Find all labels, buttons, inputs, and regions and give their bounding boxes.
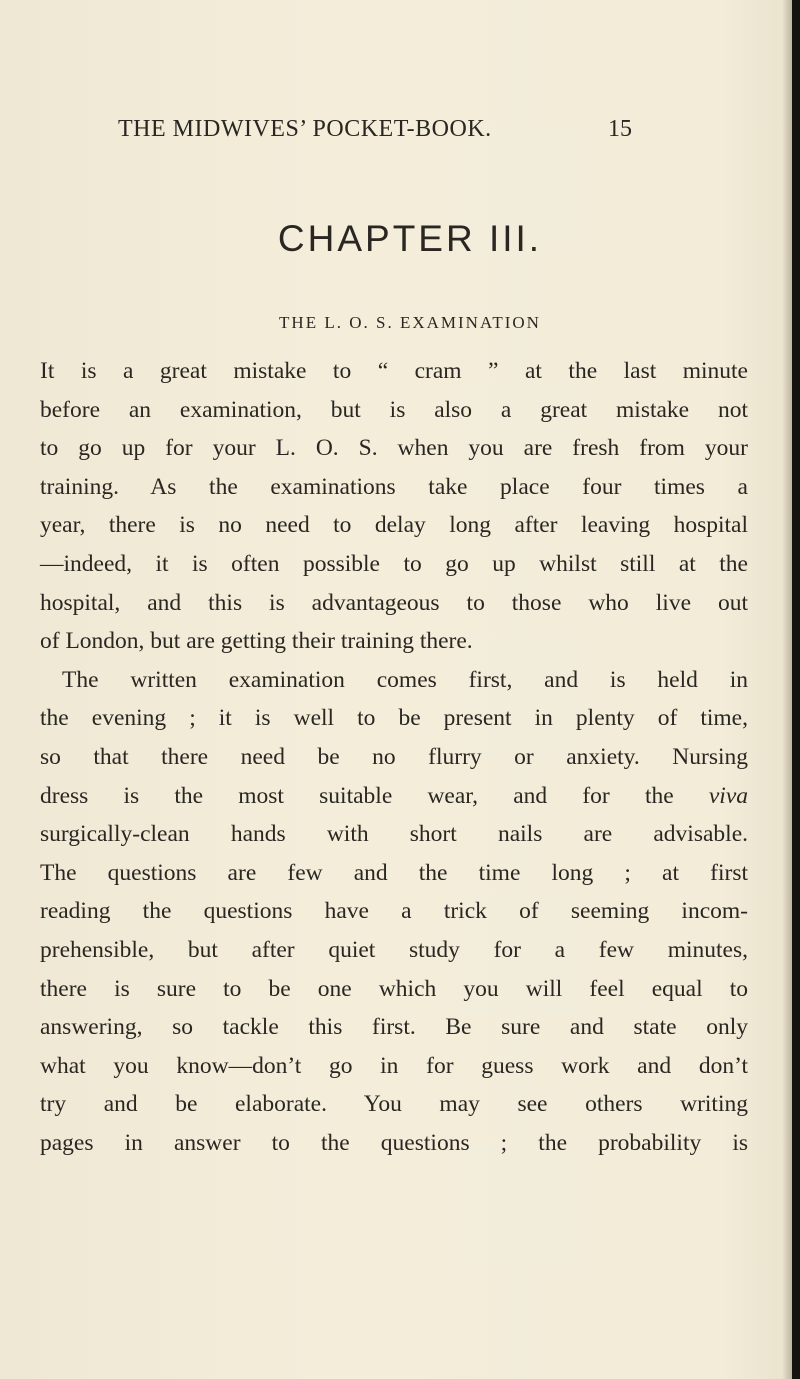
text-line: so that there need be no flurry or anxiety. Nursing	[40, 743, 748, 770]
section-title: THE L. O. S. EXAMINATION	[279, 313, 541, 332]
text-line: The written examination comes first, and is held in	[62, 666, 748, 693]
text-line: to go up for your L. O. S. when you are fresh from your	[40, 435, 748, 462]
page-number: 15	[608, 116, 632, 142]
text-line: training. As the examinations take place four times a	[40, 473, 748, 500]
text-line: what you know—don’t go in for guess work and don’t	[40, 1052, 748, 1079]
text-line: pages in answer to the questions ; the probability is	[40, 1129, 748, 1156]
running-head: THE MIDWIVES’ POCKET-BOOK.	[118, 116, 492, 142]
text-line: hospital, and this is advantageous to those who live out	[40, 589, 748, 616]
chapter-title: CHAPTER III.	[277, 218, 543, 259]
page-gutter-shadow	[782, 0, 792, 1379]
body-text	[40, 352, 748, 1162]
text-line: try and be elaborate. You may see others writing	[40, 1091, 748, 1118]
text-line: prehensible, but after quiet study for a few minutes,	[40, 936, 748, 963]
text-line: reading the questions have a trick of seeming incom-	[40, 898, 748, 925]
page-edge	[792, 0, 800, 1379]
text-line: The questions are few and the time long ; at first	[40, 859, 748, 886]
text-line: dress is the most suitable wear, and for the viva	[40, 782, 748, 809]
text-line: of London, but are getting their training there.	[40, 628, 473, 655]
text-line: —indeed, it is often possible to go up whilst still at the	[40, 550, 748, 577]
text-line: It is a great mistake to “ cram ” at the last minute	[40, 358, 748, 384]
text-line: before an examination, but is also a great mistake not	[40, 396, 748, 423]
text-line: the evening ; it is well to be present in plenty of time,	[40, 705, 748, 732]
text-line: surgically-clean hands with short nails are advisable.	[40, 821, 748, 848]
text-line: there is sure to be one which you will feel equal to	[40, 975, 748, 1002]
italic-term: viva	[708, 782, 748, 809]
text-line: year, there is no need to delay long after leaving hospital	[40, 512, 748, 539]
text-line: answering, so tackle this first. Be sure and state only	[40, 1014, 748, 1041]
